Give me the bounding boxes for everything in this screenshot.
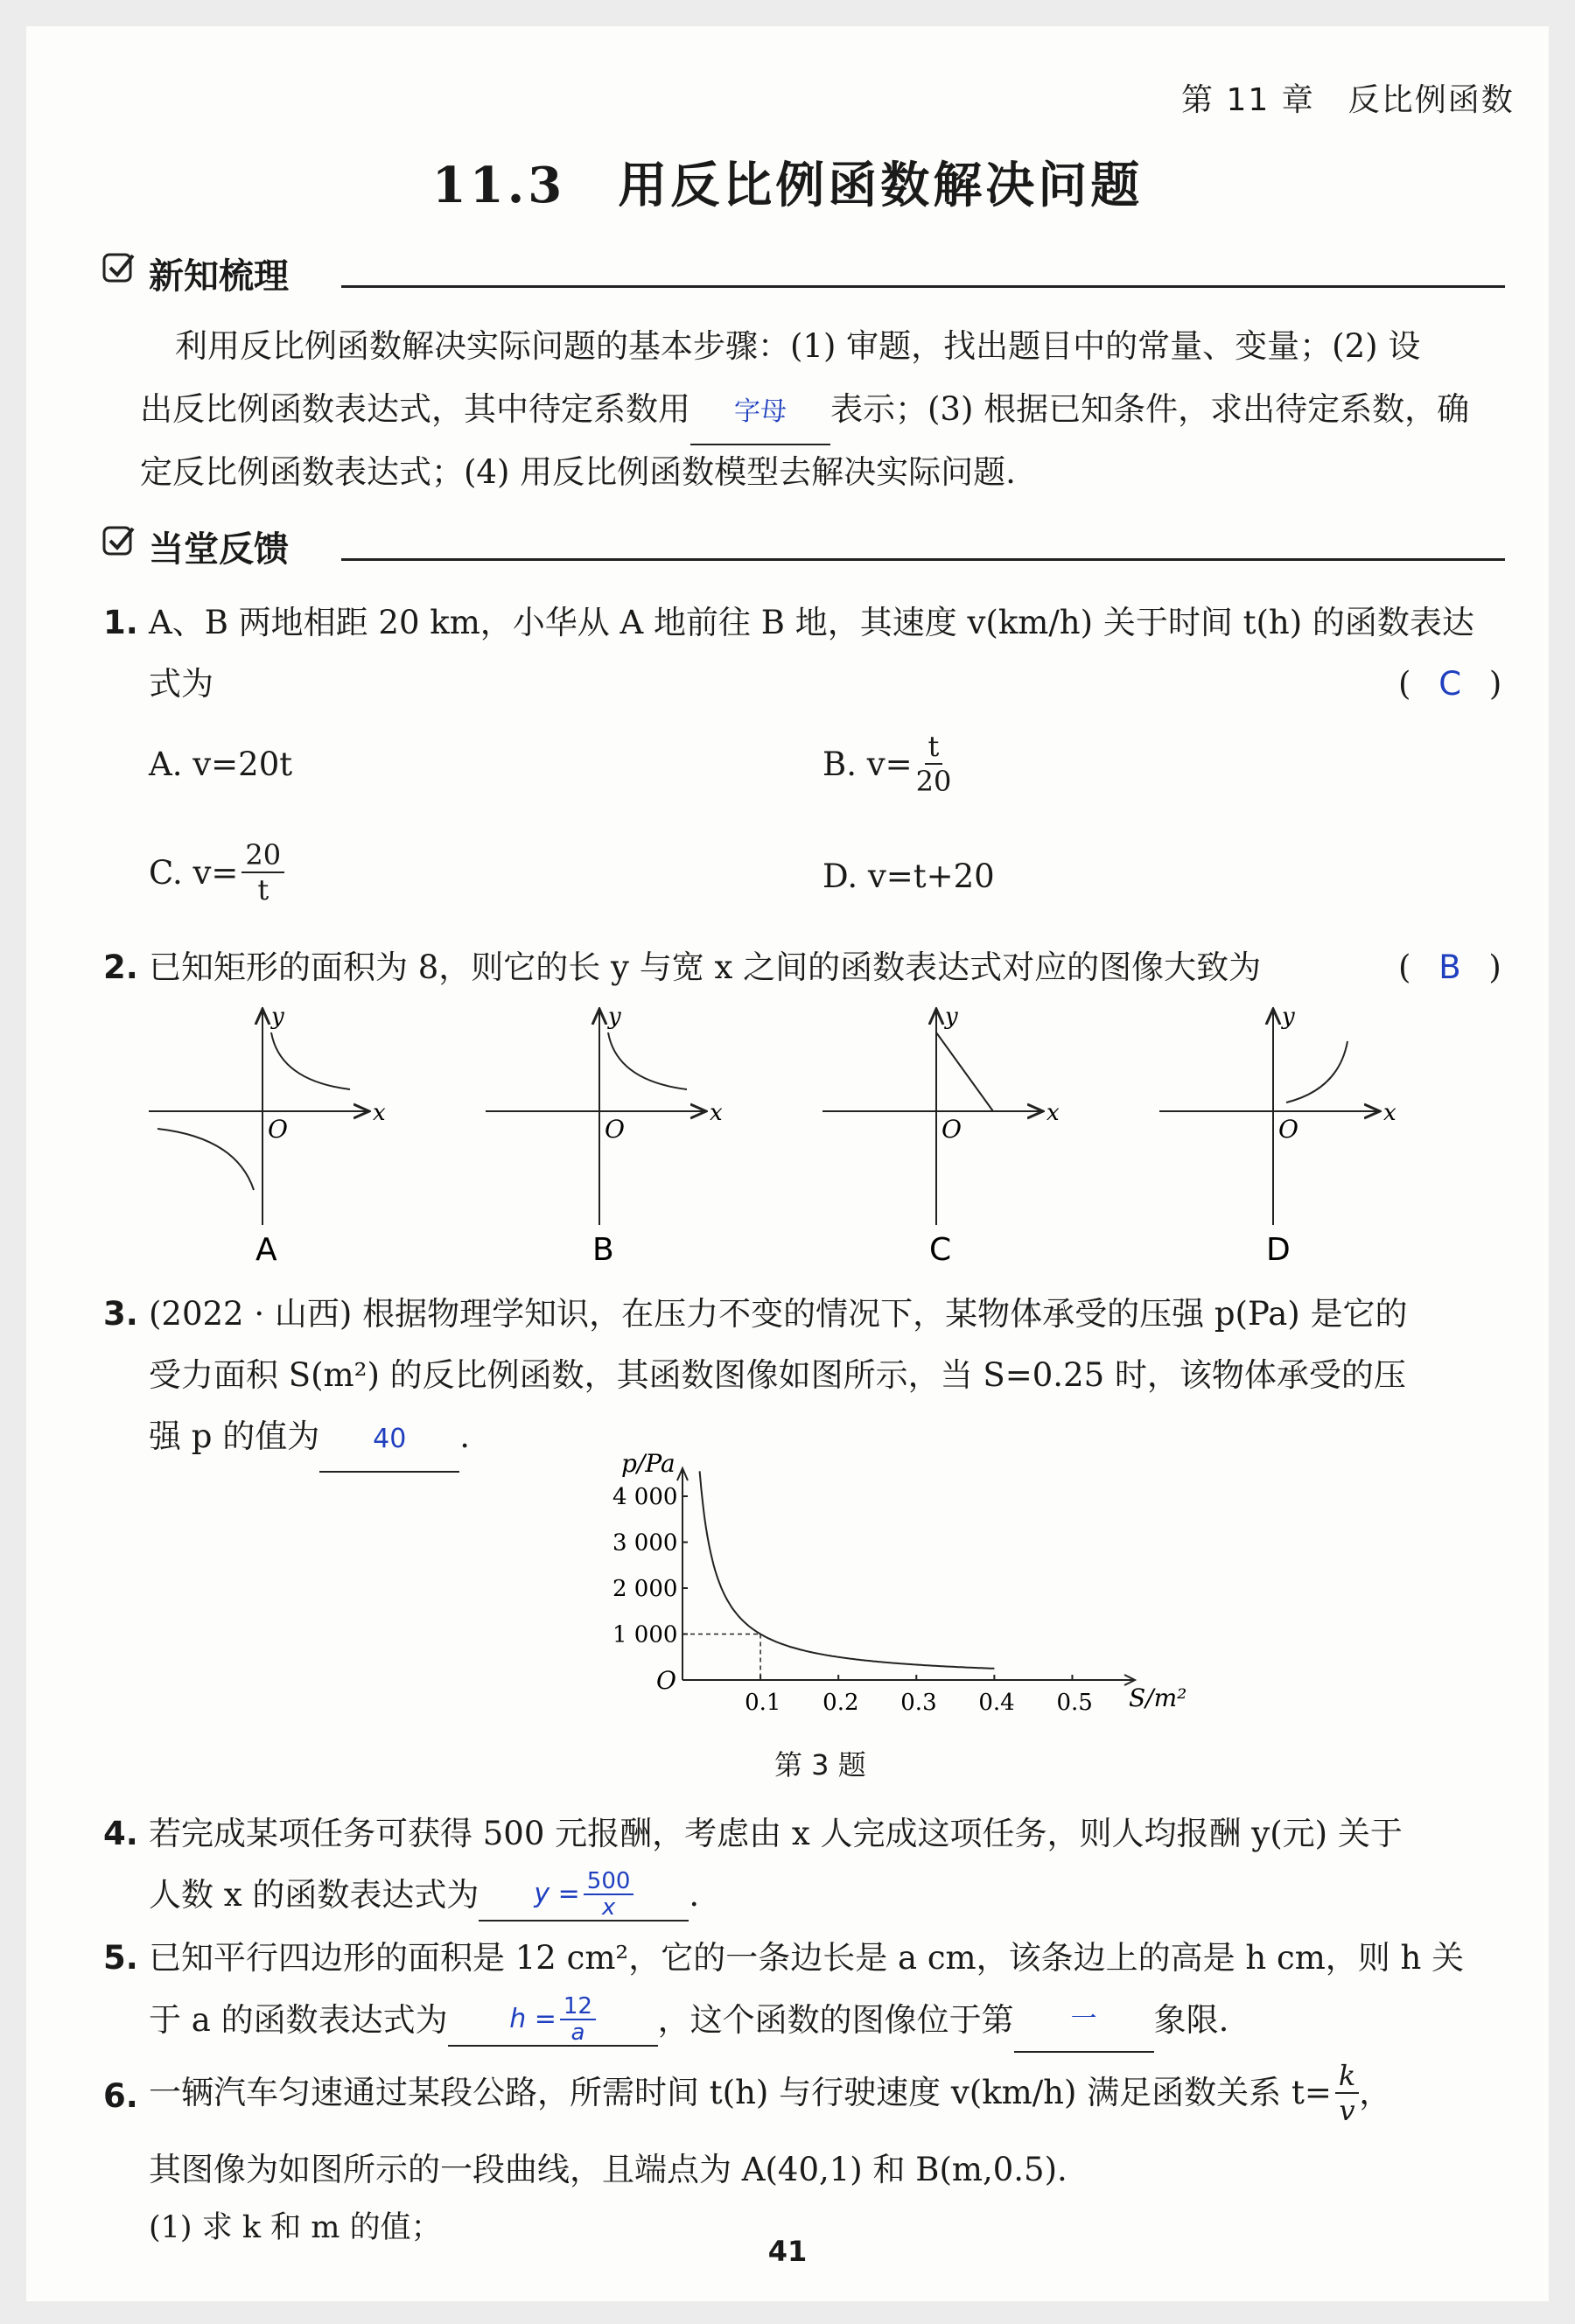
q4-line2b: .	[689, 1876, 700, 1914]
q1-line1: A、B 两地相距 20 km，小华从 A 地前往 B 地，其速度 v(km/h) 关于时间 t(h) 的函数表达	[149, 604, 1474, 641]
q1-option-b	[822, 730, 951, 798]
page-number: 41	[767, 2235, 808, 2268]
axis-y-label: y	[608, 1004, 621, 1030]
axis-y-label: y	[271, 1004, 284, 1030]
option-b-denominator: 20	[915, 765, 952, 798]
origin-label: O	[1278, 1115, 1298, 1144]
q3-chart	[569, 1449, 1187, 1741]
q4-answer	[479, 1869, 689, 1922]
q6-frac-numerator: k	[1335, 2059, 1359, 2094]
page	[26, 26, 1549, 2301]
checkbox-icon	[102, 250, 136, 285]
x-tick-label: 0.2	[822, 1690, 859, 1716]
option-b-numerator: t	[925, 730, 943, 765]
page-title: 11.3 用反比例函数解决问题	[431, 157, 1144, 214]
y-tick-label: 2 000	[612, 1576, 678, 1602]
q6-number: 6.	[103, 2077, 138, 2115]
q6-line3: (1) 求 k 和 m 的值；	[149, 2210, 442, 2245]
s1-line2b: 表示；(3) 根据已知条件，求出待定系数，确	[830, 390, 1470, 428]
chapter-header: 第 11 章 反比例函数	[1181, 82, 1515, 118]
q3-caption: 第 3 题	[774, 1748, 866, 1782]
s1-line1: 利用反比例函数解决实际问题的基本步骤：(1) 审题，找出题目中的常量、变量；(2) 设	[175, 327, 1421, 365]
q5-answer-lhs: h =	[509, 2004, 556, 2034]
graph-a-label: A	[256, 1232, 277, 1268]
q5-line2a: 于 a 的函数表达式为	[149, 2001, 448, 2039]
q1-option-a: A. v=20t	[149, 746, 293, 783]
axis-x-label: x	[1383, 1100, 1396, 1126]
q3-line3b: .	[459, 1418, 470, 1455]
axis-y-label: y	[1282, 1004, 1295, 1030]
q6-line1a: 一辆汽车匀速通过某段公路，所需时间 t(h) 与行驶速度 v(km/h) 满足函数关系 t=	[149, 2074, 1332, 2111]
axis-x-label: x	[1046, 1100, 1060, 1126]
q5-line2b: ，这个函数的图像位于第	[657, 2001, 1014, 2039]
axis-x-label: x	[710, 1100, 723, 1126]
graph-a	[149, 1004, 386, 1268]
q5-answer-quadrant: 一	[1014, 1988, 1154, 2053]
option-c-denominator: t	[257, 873, 270, 906]
origin-label: O	[605, 1115, 625, 1144]
y-tick-label: 4 000	[612, 1484, 678, 1510]
q1-option-d: D. v=t+20	[822, 858, 995, 895]
y-tick-label: 1 000	[612, 1621, 678, 1648]
q3-line3	[149, 1405, 470, 1473]
q1-number: 1.	[103, 604, 138, 641]
paren-open: (	[1398, 948, 1411, 986]
origin-label: O	[656, 1666, 676, 1695]
q1-option-c	[149, 838, 284, 906]
option-c-label: C. v=	[149, 853, 239, 892]
axis-y-label: y	[945, 1004, 958, 1030]
q5-answer-numerator: 12	[560, 1994, 596, 2020]
q2-line1: 已知矩形的面积为 8，则它的长 y 与宽 x 之间的函数表达式对应的图像大致为	[149, 948, 1262, 986]
q5-line1: 已知平行四边形的面积是 12 cm²，它的一条边长是 a cm，该条边上的高是 h cm，则 h 关	[149, 1939, 1465, 1977]
q1-line2: 式为	[149, 665, 214, 703]
paren-close: )	[1488, 948, 1502, 986]
q3-line3a: 强 p 的值为	[149, 1418, 320, 1455]
q3-line1: (2022 · 山西) 根据物理学知识，在压力不变的情况下，某物体承受的压强 p(Pa) 是它的	[149, 1295, 1408, 1333]
q4-line2	[149, 1864, 699, 1927]
x-tick-label: 0.1	[745, 1690, 781, 1716]
q4-line2a: 人数 x 的函数表达式为	[149, 1876, 480, 1914]
q1-answer: C	[1438, 665, 1462, 703]
graph-b-label: B	[592, 1232, 614, 1268]
x-tick-label: 0.5	[1056, 1690, 1093, 1716]
q6-line2: 其图像为如图所示的一段曲线，且端点为 A(40,1) 和 B(m,0.5).	[149, 2151, 1068, 2188]
q4-line1: 若完成某项任务可获得 500 元报酬，考虑由 x 人完成这项任务，则人均报酬 y(元) 关于	[149, 1815, 1403, 1852]
q4-answer-numerator: 500	[584, 1869, 634, 1895]
q5-answer-denominator: a	[570, 2020, 585, 2046]
x-tick-label: 0.4	[978, 1690, 1015, 1716]
answer-blank: 字母	[690, 381, 830, 445]
q6-line1	[149, 2049, 1391, 2137]
paren-open: (	[1398, 665, 1411, 703]
q2-number: 2.	[103, 948, 138, 986]
graph-d	[1159, 1004, 1396, 1268]
section-heading-new-knowledge: 新知梳理	[149, 256, 289, 297]
y-axis-label: p/Pa	[621, 1449, 676, 1478]
q4-number: 4.	[103, 1815, 138, 1852]
q3-answer: 40	[319, 1408, 459, 1473]
q4-answer-denominator: x	[601, 1894, 616, 1921]
paren-close: )	[1488, 665, 1502, 703]
q6-frac-denominator: v	[1339, 2094, 1355, 2127]
graph-d-label: D	[1266, 1232, 1291, 1268]
s1-line2a: 出反比例函数表达式，其中待定系数用	[140, 390, 690, 428]
q6-line1b: ，	[1359, 2074, 1392, 2111]
s1-line2	[140, 378, 1469, 445]
graph-b	[486, 1004, 723, 1268]
q2-answer-paren	[1398, 936, 1502, 999]
section-divider	[341, 285, 1505, 288]
x-axis-label: S/m²	[1129, 1684, 1187, 1712]
q1-answer-paren	[1398, 653, 1502, 716]
q5-number: 5.	[103, 1939, 138, 1977]
checkbox-icon	[102, 523, 136, 558]
graph-c-label: C	[929, 1232, 952, 1268]
section-heading-feedback: 当堂反馈	[149, 529, 289, 570]
section-divider	[341, 558, 1505, 561]
q3-number: 3.	[103, 1295, 138, 1333]
curve-series	[700, 1471, 995, 1669]
option-b-label: B. v=	[822, 745, 913, 783]
y-tick-label: 3 000	[612, 1530, 678, 1557]
q4-answer-lhs: y =	[534, 1879, 580, 1909]
q2-graphs	[140, 1006, 1470, 1269]
origin-label: O	[268, 1115, 288, 1144]
origin-label: O	[942, 1115, 962, 1144]
graph-c	[822, 1004, 1060, 1268]
q2-answer: B	[1438, 948, 1461, 986]
q3-line2: 受力面积 S(m²) 的反比例函数，其函数图像如图所示，当 S=0.25 时，该物体承受的压	[149, 1356, 1406, 1394]
q5-line2	[149, 1988, 1228, 2053]
x-tick-label: 0.3	[900, 1690, 937, 1716]
option-c-numerator: 20	[242, 838, 284, 873]
axis-x-label: x	[373, 1100, 386, 1126]
s1-line3: 定反比例函数表达式；(4) 用反比例函数模型去解决实际问题.	[140, 453, 1016, 491]
q5-answer	[448, 1994, 658, 2047]
q5-line2c: 象限.	[1153, 2001, 1229, 2039]
